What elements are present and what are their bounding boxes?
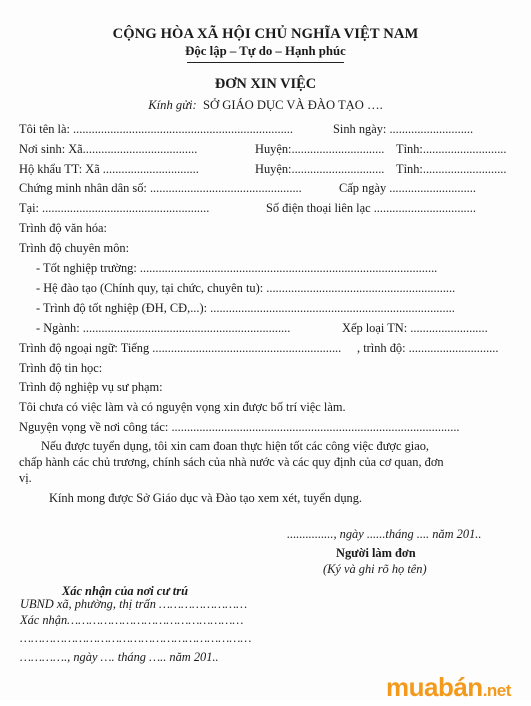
- watermark-suffix: .net: [482, 681, 511, 700]
- recipient-value: SỞ GIÁO DỤC VÀ ĐÀO TẠO ….: [203, 98, 383, 112]
- field-training-system: - Hệ đào tạo (Chính quy, tại chức, chuyên tu): .............................................................: [36, 281, 456, 295]
- commitment-line: vị.: [19, 471, 32, 485]
- commitment-line: Nếu được tuyển dụng, tôi xin cam đoan thực hiện tốt các công việc được giao,: [41, 439, 429, 453]
- field-foreign-language: Trình độ ngoại ngữ: Tiếng .............................................................: [19, 341, 342, 355]
- field-graduation-level: - Trình độ tốt nghiệp (ĐH, CĐ,...): ...............................................................................: [36, 301, 455, 315]
- signature-title: Người làm đơn: [336, 546, 416, 560]
- field-it-level: Trình độ tin học:: [19, 361, 103, 375]
- form-title: ĐƠN XIN VIỆC: [214, 76, 317, 92]
- field-desired-place: Nguyện vọng về nơi công tác: .............................................................................................: [19, 420, 460, 434]
- field-dob: Sinh ngày: ...........................: [333, 122, 474, 136]
- confirmation-line: UBND xã, phường, thị trấn ……………………: [20, 597, 248, 611]
- field-phone: Số điện thoại liên lạc .................................: [266, 201, 476, 215]
- field-residence: Hộ khẩu TT: Xã ...............................: [19, 162, 199, 176]
- motto-underline: [187, 62, 344, 63]
- field-grade: Xếp loại TN: .........................: [342, 321, 488, 335]
- confirmation-line: Xác nhận…………………………………………: [20, 613, 244, 627]
- field-name: Tôi tên là: .......................................................................: [19, 122, 293, 136]
- recipient-label: Kính gửi:: [148, 98, 197, 112]
- field-language-level: , trình độ: .............................: [357, 341, 499, 355]
- recipient-line: [0, 98, 531, 113]
- signature-date: ..............., ngày ......tháng .... năm 201..: [287, 527, 482, 541]
- field-id-number: Chứng minh nhân dân số: .................................................: [19, 181, 302, 195]
- field-specialization: Trình độ chuyên môn:: [19, 241, 130, 255]
- field-pedagogy: Trình độ nghiệp vụ sư phạm:: [19, 380, 163, 394]
- field-id-issued-date: Cấp ngày ............................: [339, 181, 476, 195]
- signature-note: (Ký và ghi rõ họ tên): [323, 562, 427, 576]
- watermark-brand: muabán: [386, 672, 483, 702]
- confirmation-line: …………., ngày …. tháng ….. năm 201..: [20, 650, 219, 664]
- national-title: CỘNG HÒA XÃ HỘI CHỦ NGHĨA VIỆT NAM: [112, 26, 419, 42]
- commitment-line: chấp hành các chủ trương, chính sách của nhà nước và các quy định của cơ quan, đơn: [19, 455, 444, 469]
- statement-text: Tôi chưa có việc làm và có nguyện vọng xin được bố trí việc làm.: [19, 400, 346, 414]
- field-major: - Ngành: ...................................................................: [36, 321, 291, 335]
- field-residence-district: Huyện:..............................: [255, 162, 385, 176]
- field-graduated-school: - Tốt nghiệp trường: ................................................................................................: [36, 261, 438, 275]
- national-motto: Độc lập – Tự do – Hạnh phúc: [185, 44, 346, 58]
- confirmation-line: ………………………………………………………: [20, 631, 252, 645]
- field-education-level: Trình độ văn hóa:: [19, 221, 107, 235]
- field-residence-province: Tỉnh:...........................: [396, 162, 507, 176]
- field-issued-at: Tại: ......................................................: [19, 201, 210, 215]
- field-birth-province: Tỉnh:...........................: [396, 142, 507, 156]
- field-birth-district: Huyện:..............................: [255, 142, 385, 156]
- closing-text: Kính mong được Sở Giáo dục và Đào tạo xem xét, tuyển dụng.: [49, 491, 363, 505]
- confirmation-title: Xác nhận của nơi cư trú: [62, 584, 188, 598]
- field-birthplace: Nơi sinh: Xã.....................................: [19, 142, 198, 156]
- watermark-logo: [386, 672, 511, 706]
